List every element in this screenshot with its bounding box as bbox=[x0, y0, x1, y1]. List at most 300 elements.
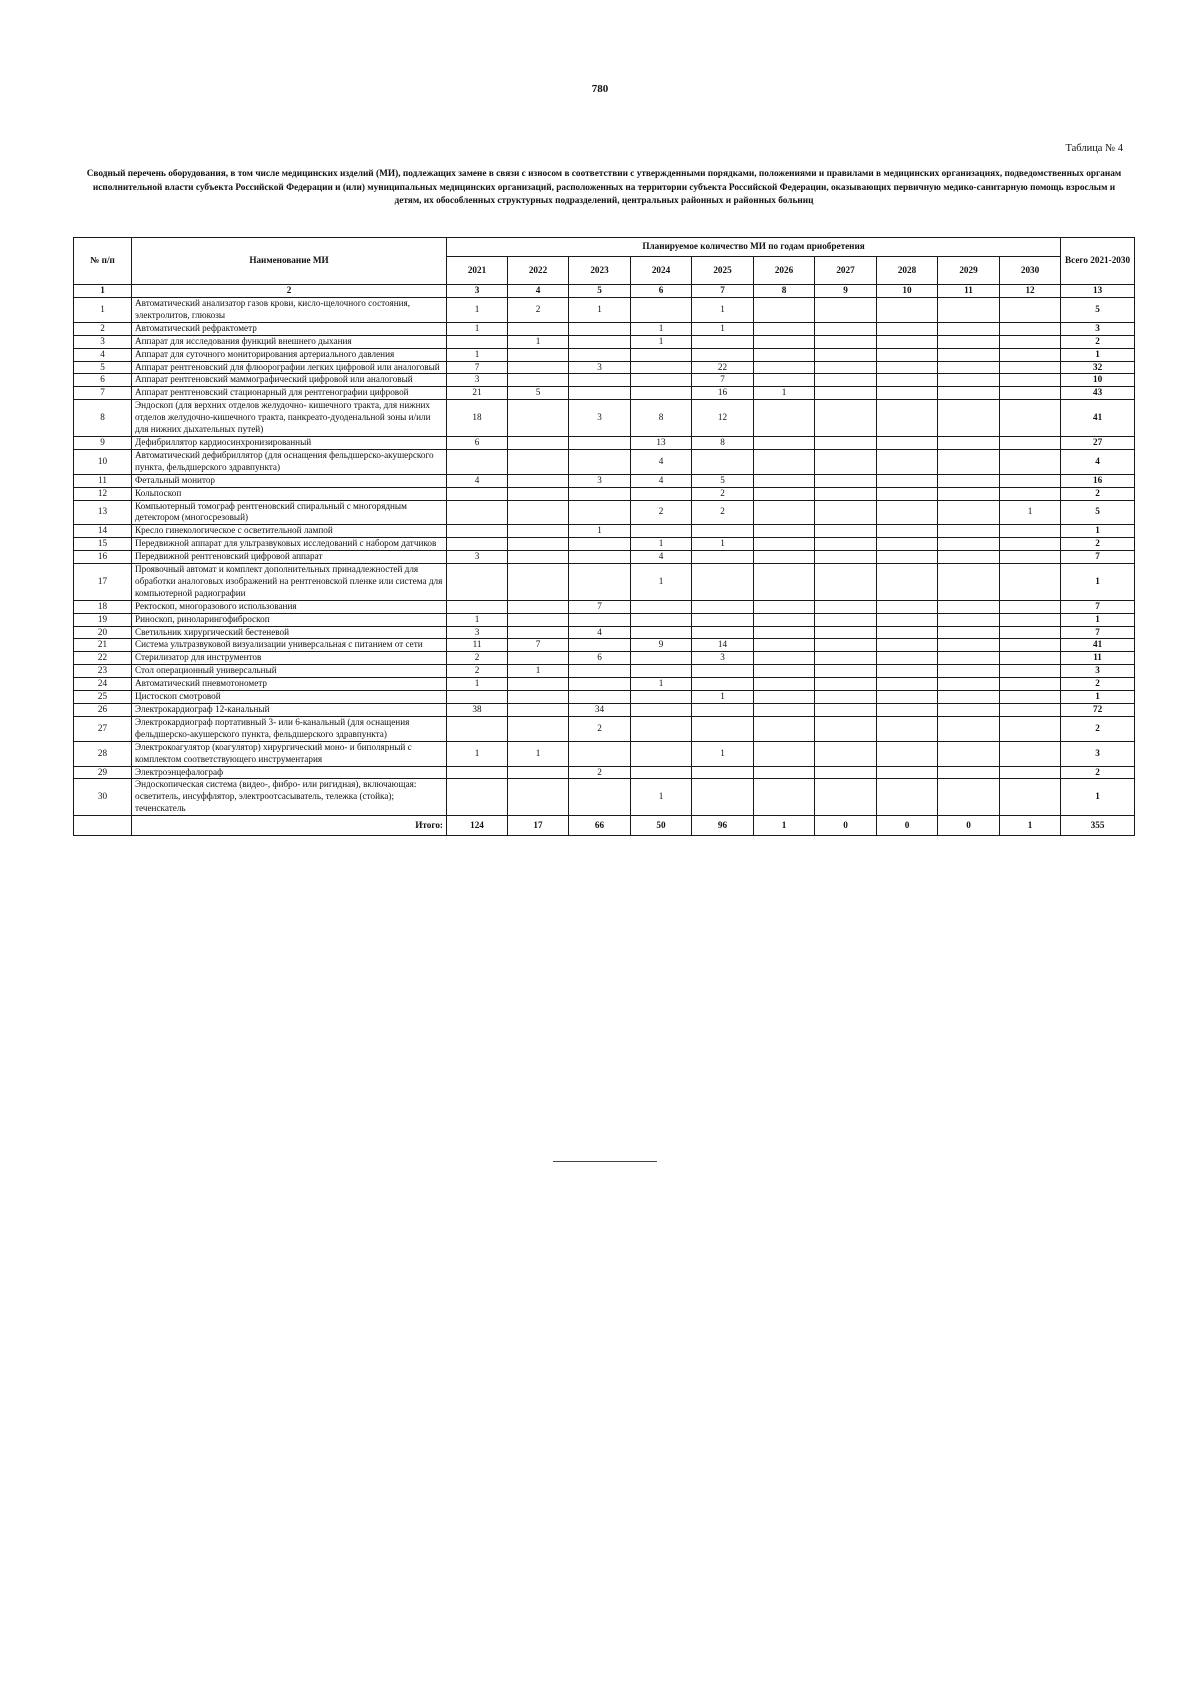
year-quantity bbox=[938, 525, 1000, 538]
year-quantity bbox=[508, 487, 569, 500]
year-quantity bbox=[569, 665, 631, 678]
column-number: 7 bbox=[692, 285, 754, 298]
year-quantity bbox=[1000, 626, 1061, 639]
row-number: 3 bbox=[74, 335, 132, 348]
year-quantity bbox=[569, 691, 631, 704]
row-total: 27 bbox=[1061, 436, 1135, 449]
year-quantity bbox=[754, 436, 815, 449]
year-quantity bbox=[569, 639, 631, 652]
year-quantity: 11 bbox=[447, 639, 508, 652]
year-quantity: 4 bbox=[569, 626, 631, 639]
year-quantity bbox=[754, 741, 815, 766]
table-row bbox=[74, 741, 1135, 766]
item-name: Кольпоскоп bbox=[132, 487, 447, 500]
year-quantity bbox=[815, 400, 877, 437]
table-row bbox=[74, 665, 1135, 678]
year-quantity bbox=[877, 779, 938, 816]
row-number: 23 bbox=[74, 665, 132, 678]
year-quantity bbox=[938, 626, 1000, 639]
row-number: 26 bbox=[74, 704, 132, 717]
year-quantity: 14 bbox=[692, 639, 754, 652]
year-quantity bbox=[508, 348, 569, 361]
year-quantity bbox=[754, 500, 815, 525]
year-quantity bbox=[938, 374, 1000, 387]
year-quantity bbox=[447, 500, 508, 525]
year-quantity bbox=[815, 551, 877, 564]
year-quantity bbox=[508, 678, 569, 691]
year-quantity: 7 bbox=[692, 374, 754, 387]
row-total: 43 bbox=[1061, 387, 1135, 400]
year-quantity: 3 bbox=[447, 626, 508, 639]
item-name: Электроэнцефалограф bbox=[132, 766, 447, 779]
item-name: Кресло гинекологическое с осветительной лампой bbox=[132, 525, 447, 538]
row-number: 9 bbox=[74, 436, 132, 449]
year-total: 1 bbox=[1000, 816, 1061, 836]
table-row bbox=[74, 538, 1135, 551]
year-quantity bbox=[508, 525, 569, 538]
year-quantity bbox=[754, 665, 815, 678]
year-quantity bbox=[938, 298, 1000, 323]
item-name: Эндоскоп (для верхних отделов желудочно- кишечного тракта, для нижних отделов желудочно-кишечного тракта, панкреато-дуоденальной зоны и/или для нижних дыхательных путей) bbox=[132, 400, 447, 437]
row-total: 2 bbox=[1061, 766, 1135, 779]
table-row bbox=[74, 678, 1135, 691]
year-quantity bbox=[754, 538, 815, 551]
year-quantity bbox=[631, 741, 692, 766]
year-quantity: 1 bbox=[631, 564, 692, 601]
table-row bbox=[74, 551, 1135, 564]
item-name: Автоматический пневмотонометр bbox=[132, 678, 447, 691]
year-quantity bbox=[815, 374, 877, 387]
year-quantity bbox=[938, 387, 1000, 400]
year-quantity bbox=[877, 400, 938, 437]
year-quantity: 38 bbox=[447, 704, 508, 717]
row-total: 4 bbox=[1061, 449, 1135, 474]
column-number: 1 bbox=[74, 285, 132, 298]
year-quantity bbox=[569, 322, 631, 335]
year-quantity: 3 bbox=[569, 361, 631, 374]
year-quantity bbox=[508, 474, 569, 487]
year-quantity bbox=[447, 538, 508, 551]
year-quantity bbox=[877, 298, 938, 323]
year-quantity bbox=[508, 400, 569, 437]
year-quantity bbox=[754, 400, 815, 437]
year-quantity bbox=[447, 691, 508, 704]
year-quantity: 7 bbox=[447, 361, 508, 374]
year-quantity bbox=[1000, 716, 1061, 741]
year-quantity bbox=[815, 525, 877, 538]
year-quantity bbox=[815, 387, 877, 400]
year-quantity bbox=[1000, 779, 1061, 816]
year-quantity bbox=[1000, 678, 1061, 691]
row-number: 13 bbox=[74, 500, 132, 525]
year-quantity bbox=[815, 678, 877, 691]
year-quantity: 1 bbox=[631, 538, 692, 551]
year-quantity: 3 bbox=[569, 474, 631, 487]
year-quantity bbox=[508, 691, 569, 704]
year-quantity bbox=[938, 487, 1000, 500]
year-quantity bbox=[754, 779, 815, 816]
year-quantity bbox=[569, 551, 631, 564]
row-total: 7 bbox=[1061, 626, 1135, 639]
year-quantity bbox=[938, 551, 1000, 564]
year-quantity bbox=[692, 779, 754, 816]
year-quantity bbox=[938, 335, 1000, 348]
item-name: Система ультразвуковой визуализации универсальная с питанием от сети bbox=[132, 639, 447, 652]
year-quantity bbox=[692, 600, 754, 613]
year-quantity bbox=[569, 538, 631, 551]
year-quantity: 34 bbox=[569, 704, 631, 717]
year-quantity: 1 bbox=[631, 779, 692, 816]
table-row bbox=[74, 322, 1135, 335]
row-total: 1 bbox=[1061, 525, 1135, 538]
year-quantity bbox=[877, 639, 938, 652]
year-quantity bbox=[631, 766, 692, 779]
year-quantity: 2 bbox=[692, 487, 754, 500]
year-quantity bbox=[938, 474, 1000, 487]
year-quantity bbox=[1000, 741, 1061, 766]
year-total: 124 bbox=[447, 816, 508, 836]
year-quantity: 7 bbox=[569, 600, 631, 613]
year-quantity bbox=[815, 613, 877, 626]
row-total: 1 bbox=[1061, 691, 1135, 704]
row-total: 16 bbox=[1061, 474, 1135, 487]
year-quantity bbox=[631, 374, 692, 387]
item-name: Электрокардиограф 12-канальный bbox=[132, 704, 447, 717]
item-name: Автоматический рефрактометр bbox=[132, 322, 447, 335]
year-quantity bbox=[508, 374, 569, 387]
year-quantity bbox=[754, 639, 815, 652]
row-total: 2 bbox=[1061, 487, 1135, 500]
totals-row bbox=[74, 816, 1135, 836]
year-quantity bbox=[447, 766, 508, 779]
year-quantity bbox=[692, 449, 754, 474]
year-quantity bbox=[1000, 600, 1061, 613]
row-number: 8 bbox=[74, 400, 132, 437]
table-row bbox=[74, 361, 1135, 374]
year-quantity: 5 bbox=[508, 387, 569, 400]
table-row bbox=[74, 766, 1135, 779]
row-total: 72 bbox=[1061, 704, 1135, 717]
table-row bbox=[74, 652, 1135, 665]
table-row bbox=[74, 387, 1135, 400]
year-quantity bbox=[938, 600, 1000, 613]
item-name: Автоматический дефибриллятор (для оснащения фельдшерско-акушерского пункта, фельдшерского здравпункта) bbox=[132, 449, 447, 474]
year-quantity bbox=[754, 298, 815, 323]
table-label: Таблица № 4 bbox=[1065, 143, 1123, 154]
year-quantity: 3 bbox=[447, 551, 508, 564]
year-quantity bbox=[815, 691, 877, 704]
year-quantity bbox=[692, 551, 754, 564]
year-quantity bbox=[815, 322, 877, 335]
column-number: 4 bbox=[508, 285, 569, 298]
row-total: 3 bbox=[1061, 741, 1135, 766]
year-quantity bbox=[877, 436, 938, 449]
table-row bbox=[74, 691, 1135, 704]
table-row bbox=[74, 626, 1135, 639]
year-quantity bbox=[877, 387, 938, 400]
year-quantity bbox=[754, 525, 815, 538]
year-quantity bbox=[877, 487, 938, 500]
year-quantity bbox=[754, 374, 815, 387]
row-total: 7 bbox=[1061, 551, 1135, 564]
year-quantity bbox=[569, 741, 631, 766]
year-quantity bbox=[754, 348, 815, 361]
year-quantity: 1 bbox=[692, 741, 754, 766]
header-year: 2027 bbox=[815, 257, 877, 285]
year-quantity bbox=[1000, 298, 1061, 323]
row-total: 1 bbox=[1061, 564, 1135, 601]
year-quantity bbox=[938, 691, 1000, 704]
year-quantity: 2 bbox=[692, 500, 754, 525]
table-row bbox=[74, 639, 1135, 652]
item-name: Светильник хирургический бестеневой bbox=[132, 626, 447, 639]
year-quantity bbox=[1000, 474, 1061, 487]
header-year: 2024 bbox=[631, 257, 692, 285]
year-quantity bbox=[631, 600, 692, 613]
table-row bbox=[74, 436, 1135, 449]
item-name: Ректоскоп, многоразового использования bbox=[132, 600, 447, 613]
year-quantity: 21 bbox=[447, 387, 508, 400]
year-quantity bbox=[1000, 400, 1061, 437]
year-quantity bbox=[631, 298, 692, 323]
row-number: 30 bbox=[74, 779, 132, 816]
row-number: 28 bbox=[74, 741, 132, 766]
year-quantity bbox=[815, 449, 877, 474]
table-row bbox=[74, 600, 1135, 613]
row-number: 7 bbox=[74, 387, 132, 400]
item-name: Проявочный автомат и комплект дополнительных принадлежностей для обработки аналоговых изображений на рентгеновской пленке или система для компьютерной радиографии bbox=[132, 564, 447, 601]
year-quantity bbox=[1000, 449, 1061, 474]
item-name: Стол операционный универсальный bbox=[132, 665, 447, 678]
row-number: 14 bbox=[74, 525, 132, 538]
row-number: 12 bbox=[74, 487, 132, 500]
year-quantity bbox=[938, 348, 1000, 361]
year-quantity: 1 bbox=[447, 348, 508, 361]
year-quantity bbox=[754, 600, 815, 613]
year-quantity bbox=[815, 564, 877, 601]
year-quantity bbox=[447, 716, 508, 741]
row-total: 2 bbox=[1061, 335, 1135, 348]
year-quantity bbox=[631, 348, 692, 361]
year-quantity bbox=[1000, 374, 1061, 387]
item-name: Передвижной аппарат для ультразвуковых исследований с набором датчиков bbox=[132, 538, 447, 551]
row-total: 2 bbox=[1061, 538, 1135, 551]
row-total: 11 bbox=[1061, 652, 1135, 665]
year-quantity bbox=[938, 652, 1000, 665]
year-quantity bbox=[815, 600, 877, 613]
year-quantity: 2 bbox=[569, 716, 631, 741]
year-quantity: 1 bbox=[447, 678, 508, 691]
row-number: 18 bbox=[74, 600, 132, 613]
year-quantity bbox=[1000, 652, 1061, 665]
column-number: 6 bbox=[631, 285, 692, 298]
year-quantity bbox=[754, 626, 815, 639]
year-quantity bbox=[692, 348, 754, 361]
row-number: 21 bbox=[74, 639, 132, 652]
item-name: Аппарат для суточного мониторирования артериального давления bbox=[132, 348, 447, 361]
item-name: Цистоскоп смотровой bbox=[132, 691, 447, 704]
year-quantity bbox=[1000, 613, 1061, 626]
year-quantity bbox=[1000, 436, 1061, 449]
year-total: 0 bbox=[815, 816, 877, 836]
year-quantity: 1 bbox=[692, 538, 754, 551]
year-quantity bbox=[938, 361, 1000, 374]
year-quantity bbox=[815, 741, 877, 766]
year-quantity bbox=[508, 652, 569, 665]
year-quantity bbox=[877, 474, 938, 487]
year-quantity bbox=[877, 678, 938, 691]
column-number: 10 bbox=[877, 285, 938, 298]
year-quantity bbox=[508, 449, 569, 474]
row-number: 20 bbox=[74, 626, 132, 639]
year-quantity bbox=[692, 766, 754, 779]
header-year: 2022 bbox=[508, 257, 569, 285]
year-quantity bbox=[692, 564, 754, 601]
row-number: 29 bbox=[74, 766, 132, 779]
year-quantity bbox=[1000, 551, 1061, 564]
year-quantity: 6 bbox=[447, 436, 508, 449]
column-number: 2 bbox=[132, 285, 447, 298]
year-quantity bbox=[877, 613, 938, 626]
row-number: 24 bbox=[74, 678, 132, 691]
year-quantity bbox=[754, 678, 815, 691]
year-quantity bbox=[938, 678, 1000, 691]
year-quantity: 13 bbox=[631, 436, 692, 449]
year-quantity: 4 bbox=[447, 474, 508, 487]
year-quantity bbox=[631, 626, 692, 639]
row-total: 2 bbox=[1061, 716, 1135, 741]
year-quantity: 1 bbox=[569, 525, 631, 538]
year-quantity bbox=[569, 449, 631, 474]
year-total: 96 bbox=[692, 816, 754, 836]
item-name: Электрокоагулятор (коагулятор) хирургический моно- и биполярный с комплектом соответствующего инструментария bbox=[132, 741, 447, 766]
header-name: Наименование МИ bbox=[132, 238, 447, 285]
year-quantity bbox=[447, 487, 508, 500]
year-quantity: 8 bbox=[631, 400, 692, 437]
year-quantity: 18 bbox=[447, 400, 508, 437]
year-quantity bbox=[815, 766, 877, 779]
year-quantity bbox=[1000, 639, 1061, 652]
year-quantity bbox=[569, 436, 631, 449]
year-quantity bbox=[508, 361, 569, 374]
year-quantity bbox=[569, 613, 631, 626]
year-quantity bbox=[815, 779, 877, 816]
table-row bbox=[74, 474, 1135, 487]
row-number: 2 bbox=[74, 322, 132, 335]
year-quantity bbox=[692, 704, 754, 717]
year-quantity bbox=[508, 600, 569, 613]
year-quantity: 2 bbox=[631, 500, 692, 525]
year-quantity bbox=[815, 474, 877, 487]
row-number: 17 bbox=[74, 564, 132, 601]
item-name: Эндоскопическая система (видео-, фибро- или ригидная), включающая: осветитель, инсуффлятор, электроотсасыватель, тележка (стойка); теченскатель bbox=[132, 779, 447, 816]
year-quantity bbox=[754, 564, 815, 601]
column-number: 9 bbox=[815, 285, 877, 298]
column-number: 12 bbox=[1000, 285, 1061, 298]
year-quantity bbox=[1000, 538, 1061, 551]
row-total: 41 bbox=[1061, 639, 1135, 652]
year-quantity: 4 bbox=[631, 474, 692, 487]
year-quantity bbox=[508, 704, 569, 717]
year-quantity: 1 bbox=[692, 298, 754, 323]
year-quantity bbox=[508, 716, 569, 741]
item-name: Фетальный монитор bbox=[132, 474, 447, 487]
year-quantity bbox=[1000, 335, 1061, 348]
header-num: № п/п bbox=[74, 238, 132, 285]
table-row bbox=[74, 564, 1135, 601]
table-row bbox=[74, 449, 1135, 474]
year-quantity bbox=[508, 500, 569, 525]
table-row bbox=[74, 716, 1135, 741]
year-quantity bbox=[815, 665, 877, 678]
year-quantity: 2 bbox=[447, 652, 508, 665]
year-quantity bbox=[754, 361, 815, 374]
year-quantity bbox=[815, 298, 877, 323]
year-quantity: 3 bbox=[692, 652, 754, 665]
year-quantity bbox=[692, 626, 754, 639]
table-row bbox=[74, 298, 1135, 323]
year-quantity bbox=[631, 613, 692, 626]
year-quantity bbox=[754, 766, 815, 779]
year-quantity bbox=[877, 551, 938, 564]
document-title: Сводный перечень оборудования, в том числе медицинских изделий (МИ), подлежащих замене в связи с износом в соответствии с утвержденными порядками, положениями и правилами в медицинских организациях, подведомственных органам исполнительной власти субъекта Российской Федерации и (или) муниципальных медицинских организаций, расположенных на территории субъекта Российской Федерации, оказывающих первичную медико-санитарную помощь взрослым и детям, их обособленных структурных подразделений, центральных районных и районных больниц bbox=[86, 169, 1122, 207]
year-quantity: 1 bbox=[631, 678, 692, 691]
year-quantity bbox=[1000, 665, 1061, 678]
year-quantity bbox=[447, 335, 508, 348]
row-total: 3 bbox=[1061, 665, 1135, 678]
year-quantity bbox=[692, 335, 754, 348]
year-quantity bbox=[938, 564, 1000, 601]
column-number: 8 bbox=[754, 285, 815, 298]
year-quantity bbox=[938, 613, 1000, 626]
row-number: 1 bbox=[74, 298, 132, 323]
item-name: Автоматический анализатор газов крови, кисло-щелочного состояния, электролитов, глюкозы bbox=[132, 298, 447, 323]
year-quantity bbox=[815, 487, 877, 500]
row-total: 2 bbox=[1061, 678, 1135, 691]
year-quantity: 5 bbox=[692, 474, 754, 487]
item-name: Аппарат рентгеновский для флюорографии легких цифровой или аналоговый bbox=[132, 361, 447, 374]
year-quantity bbox=[1000, 564, 1061, 601]
table-row bbox=[74, 779, 1135, 816]
year-quantity bbox=[877, 525, 938, 538]
row-total: 32 bbox=[1061, 361, 1135, 374]
column-number: 11 bbox=[938, 285, 1000, 298]
header-year: 2023 bbox=[569, 257, 631, 285]
row-number: 22 bbox=[74, 652, 132, 665]
year-quantity: 1 bbox=[447, 741, 508, 766]
year-quantity bbox=[815, 436, 877, 449]
column-number-row bbox=[74, 285, 1135, 298]
year-quantity bbox=[754, 449, 815, 474]
year-quantity bbox=[569, 387, 631, 400]
year-quantity: 4 bbox=[631, 449, 692, 474]
year-quantity bbox=[447, 449, 508, 474]
row-number: 5 bbox=[74, 361, 132, 374]
end-rule bbox=[553, 1161, 657, 1162]
table-row bbox=[74, 525, 1135, 538]
year-quantity bbox=[938, 400, 1000, 437]
row-number: 11 bbox=[74, 474, 132, 487]
year-quantity bbox=[508, 322, 569, 335]
item-name: Аппарат рентгеновский маммографический цифровой или аналоговый bbox=[132, 374, 447, 387]
year-quantity bbox=[754, 652, 815, 665]
year-quantity bbox=[938, 716, 1000, 741]
year-quantity bbox=[938, 766, 1000, 779]
year-quantity: 1 bbox=[508, 741, 569, 766]
item-name: Электрокардиограф портативный 3- или 6-канальный (для оснащения фельдшерско-акушерского пункта, фельдшерского здравпункта) bbox=[132, 716, 447, 741]
row-total: 5 bbox=[1061, 298, 1135, 323]
year-quantity bbox=[815, 348, 877, 361]
